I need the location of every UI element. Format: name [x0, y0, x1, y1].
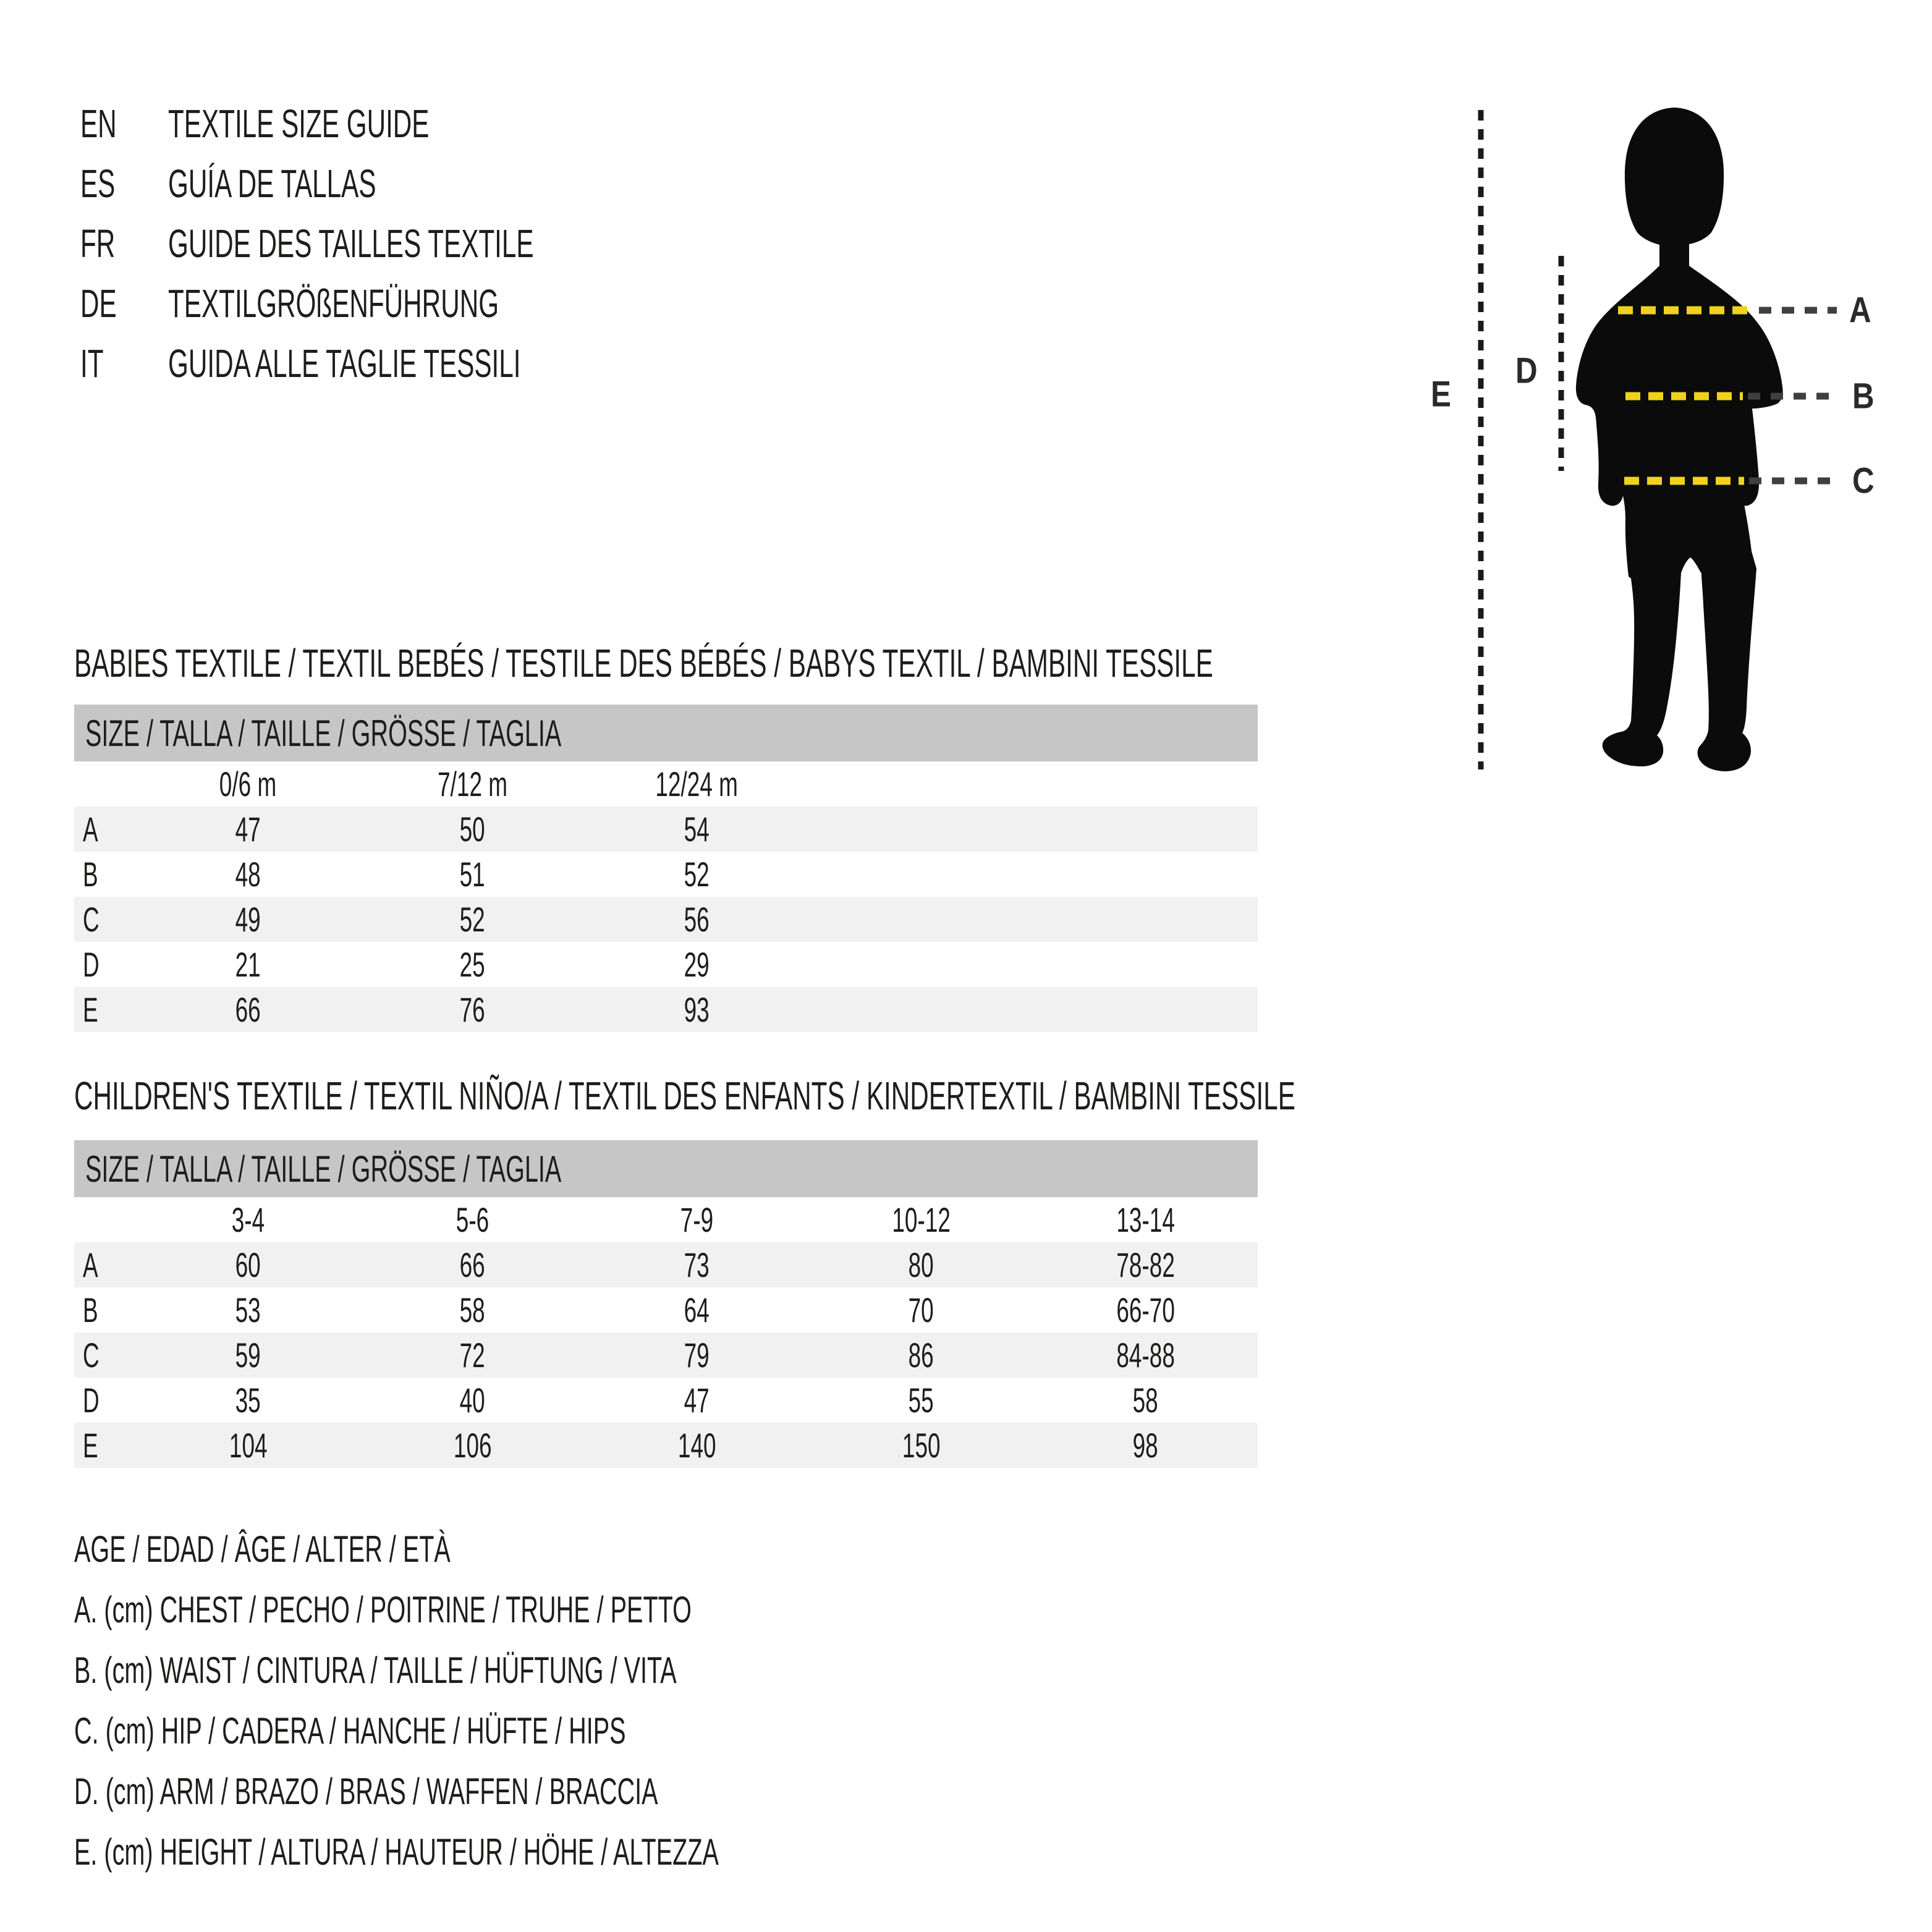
cell-value: 51 [459, 855, 486, 894]
children-col-10-12: 10-12 [892, 1200, 951, 1239]
cell-value: 66 [459, 1245, 486, 1284]
cell-value: 50 [459, 810, 486, 849]
cell-value: 76 [459, 990, 486, 1029]
cell-value: 54 [684, 810, 710, 849]
cell-value: 66-70 [1116, 1290, 1175, 1329]
language-title-block [80, 93, 722, 393]
row-label: D [83, 1381, 100, 1420]
row-label: B [83, 855, 98, 894]
cell-value: 98 [1132, 1426, 1159, 1465]
babies-size-table [74, 761, 1258, 1032]
row-label: E [83, 990, 98, 1029]
legend-age: AGE / EDAD / ÂGE / ALTER / ETÀ [74, 1528, 451, 1570]
cell-value: 140 [677, 1426, 716, 1465]
children-row-c [74, 1332, 1258, 1378]
children-col-7-9: 7-9 [680, 1200, 714, 1239]
lang-row-fr [80, 213, 722, 273]
cell-value: 29 [684, 945, 710, 984]
children-row-e [74, 1423, 1258, 1468]
children-size-table [74, 1197, 1258, 1468]
cell-value: 49 [235, 900, 261, 939]
cell-value: 73 [684, 1245, 710, 1284]
lang-row-it [80, 333, 722, 393]
legend-d-arm: D. (cm) ARM / BRAZO / BRAS / WAFFEN / BRACCIA [74, 1770, 658, 1812]
child-silhouette-diagram [1421, 87, 1932, 797]
cell-value: 21 [235, 945, 261, 984]
cell-value: 55 [908, 1381, 934, 1420]
cell-value: 70 [908, 1290, 934, 1329]
row-label: B [83, 1290, 98, 1329]
lang-row-es [80, 153, 722, 213]
children-row-a [74, 1242, 1258, 1287]
babies-row-d [74, 942, 1258, 987]
cell-value: 58 [459, 1290, 486, 1329]
cell-value: 35 [235, 1381, 261, 1420]
cell-value: 66 [235, 990, 261, 1029]
cell-value: 25 [459, 945, 486, 984]
cell-value: 104 [229, 1426, 268, 1465]
cell-value: 59 [235, 1336, 261, 1375]
children-col-5-6: 5-6 [455, 1200, 489, 1239]
cell-value: 93 [684, 990, 710, 1029]
legend-a-chest: A. (cm) CHEST / PECHO / POITRINE / TRUHE / PETTO [74, 1588, 692, 1630]
babies-col-7-12m: 7/12 m [437, 765, 507, 803]
lang-code-es: ES [80, 161, 116, 206]
cell-value: 106 [453, 1426, 492, 1465]
label-d-arm: D [1515, 350, 1538, 391]
label-a-chest: A [1849, 290, 1871, 331]
cell-value: 52 [459, 900, 486, 939]
row-label: C [83, 1336, 100, 1375]
row-label: A [83, 810, 98, 849]
cell-value: 86 [908, 1336, 934, 1375]
children-col-3-4: 3-4 [231, 1200, 265, 1239]
cell-value: 150 [902, 1426, 941, 1465]
legend-e-height: E. (cm) HEIGHT / ALTURA / HAUTEUR / HÖHE / ALTEZZA [74, 1831, 719, 1873]
babies-row-c [74, 897, 1258, 942]
cell-value: 48 [235, 855, 261, 894]
measurement-legend [74, 1519, 1051, 1882]
lang-title-fr: GUIDE DES TAILLES TEXTILE [168, 221, 534, 266]
row-label: D [83, 945, 100, 984]
lang-code-fr: FR [80, 221, 116, 266]
cell-value: 47 [235, 810, 261, 849]
babies-row-a [74, 807, 1258, 852]
label-b-waist: B [1852, 376, 1875, 417]
babies-size-header-bar: SIZE / TALLA / TAILLE / GRÖSSE / TAGLIA [74, 705, 1258, 761]
children-size-header-bar: SIZE / TALLA / TAILLE / GRÖSSE / TAGLIA [74, 1140, 1258, 1197]
children-column-header-row [74, 1197, 1258, 1242]
babies-col-12-24m: 12/24 m [655, 765, 739, 803]
label-e-height: E [1431, 374, 1451, 415]
cell-value: 47 [684, 1381, 710, 1420]
lang-title-it: GUIDA ALLE TAGLIE TESSILI [168, 341, 521, 386]
children-col-13-14: 13-14 [1116, 1200, 1175, 1239]
cell-value: 64 [684, 1290, 710, 1329]
cell-value: 84-88 [1116, 1336, 1175, 1375]
lang-code-en: EN [80, 101, 117, 146]
children-row-b [74, 1287, 1258, 1332]
cell-value: 78-82 [1116, 1245, 1175, 1284]
label-c-hip: C [1852, 460, 1875, 501]
cell-value: 53 [235, 1290, 261, 1329]
cell-value: 52 [684, 855, 710, 894]
babies-column-header-row [74, 761, 1258, 807]
cell-value: 79 [684, 1336, 710, 1375]
cell-value: 60 [235, 1245, 261, 1284]
legend-c-hip: C. (cm) HIP / CADERA / HANCHE / HÜFTE / HIPS [74, 1710, 626, 1752]
lang-row-de [80, 273, 722, 333]
cell-value: 72 [459, 1336, 486, 1375]
lang-title-de: TEXTILGRÖßENFÜHRUNG [168, 281, 499, 326]
row-label: C [83, 900, 100, 939]
lang-title-en: TEXTILE SIZE GUIDE [168, 101, 430, 146]
lang-row-en [80, 93, 722, 153]
lang-title-es: GUÍA DE TALLAS [168, 161, 376, 206]
babies-section-title: BABIES TEXTILE / TEXTIL BEBÉS / TESTILE DES BÉBÉS / BABYS TEXTIL / BAMBINI TESSILE [74, 641, 1213, 685]
babies-row-e [74, 987, 1258, 1032]
row-label: E [83, 1426, 98, 1465]
lang-code-it: IT [80, 341, 104, 386]
cell-value: 56 [684, 900, 710, 939]
legend-b-waist: B. (cm) WAIST / CINTURA / TAILLE / HÜFTUNG / VITA [74, 1649, 677, 1691]
children-row-d [74, 1378, 1258, 1423]
cell-value: 40 [459, 1381, 486, 1420]
cell-value: 58 [1132, 1381, 1159, 1420]
row-label: A [83, 1245, 98, 1284]
babies-col-0-6m: 0/6 m [219, 765, 277, 803]
cell-value: 80 [908, 1245, 934, 1284]
babies-row-b [74, 852, 1258, 897]
children-section-title: CHILDREN'S TEXTILE / TEXTIL NIÑO/A / TEXTIL DES ENFANTS / KINDERTEXTIL / BAMBINI TESSILE [74, 1074, 1295, 1118]
lang-code-de: DE [80, 281, 117, 326]
